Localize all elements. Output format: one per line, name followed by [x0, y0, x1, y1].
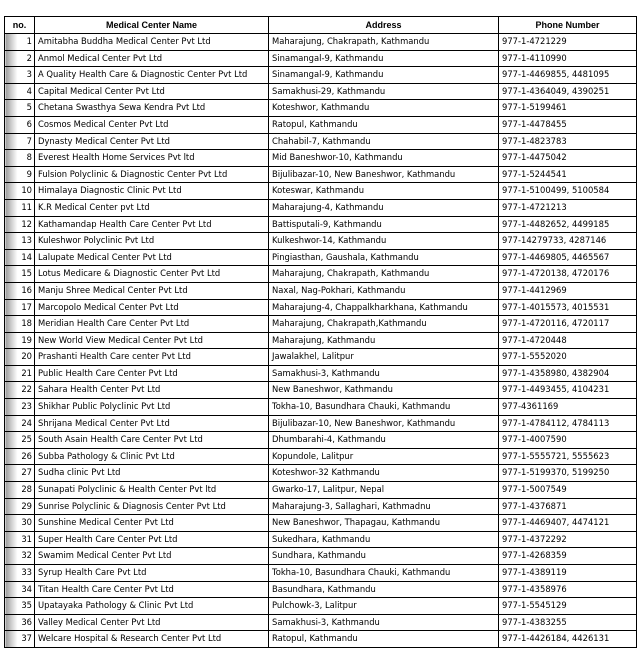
row-number: 7: [5, 133, 35, 150]
table-row: [5, 581, 637, 598]
phone-number: 977-1-4469805, 4465567: [499, 249, 637, 266]
medical-center-name: Sunrise Polyclinic & Diagnosis Center Pvt Ltd: [35, 498, 269, 515]
address-cell: Kulkeshwor-14, Kathmandu: [269, 233, 499, 250]
phone-number: 977-1-4015573, 4015531: [499, 299, 637, 316]
phone-number: 977-1-4372292: [499, 531, 637, 548]
phone-number: 977-1-4493455, 4104231: [499, 382, 637, 399]
table-row: [5, 448, 637, 465]
medical-center-name: Himalaya Diagnostic Clinic Pvt Ltd: [35, 183, 269, 200]
header-address: Address: [269, 17, 499, 34]
table-row: [5, 631, 637, 648]
table-row: [5, 565, 637, 582]
table-row: [5, 349, 637, 366]
phone-number: 977-1-4478455: [499, 116, 637, 133]
row-number: 6: [5, 116, 35, 133]
phone-number: 977-1-5007549: [499, 482, 637, 499]
header-no: no.: [5, 17, 35, 34]
phone-number: 977-1-4469855, 4481095: [499, 67, 637, 84]
table-body: [5, 34, 637, 648]
address-cell: Chahabil-7, Kathmandu: [269, 133, 499, 150]
phone-number: 977-1-4475042: [499, 150, 637, 167]
row-number: 32: [5, 548, 35, 565]
phone-number: 977-1-4110990: [499, 50, 637, 67]
phone-number: 977-14279733, 4287146: [499, 233, 637, 250]
phone-number: 977-1-4784112, 4784113: [499, 415, 637, 432]
table-row: [5, 150, 637, 167]
row-number: 28: [5, 482, 35, 499]
row-number: 5: [5, 100, 35, 117]
row-number: 34: [5, 581, 35, 598]
row-number: 11: [5, 199, 35, 216]
row-number: 20: [5, 349, 35, 366]
row-number: 4: [5, 83, 35, 100]
table-row: [5, 199, 637, 216]
address-cell: Naxal, Nag-Pokhari, Kathmandu: [269, 282, 499, 299]
address-cell: Tokha-10, Basundhara Chauki, Kathmandu: [269, 399, 499, 416]
medical-center-name: Lalupate Medical Center Pvt Ltd: [35, 249, 269, 266]
phone-number: 977-1-4426184, 4426131: [499, 631, 637, 648]
table-row: [5, 598, 637, 615]
address-cell: Maharajung, Kathmandu: [269, 332, 499, 349]
phone-number: 977-1-5100499, 5100584: [499, 183, 637, 200]
address-cell: Koteshwor-32 Kathmandu: [269, 465, 499, 482]
table-row: [5, 415, 637, 432]
row-number: 9: [5, 166, 35, 183]
medical-center-name: Valley Medical Center Pvt Ltd: [35, 614, 269, 631]
row-number: 16: [5, 282, 35, 299]
row-number: 15: [5, 266, 35, 283]
row-number: 29: [5, 498, 35, 515]
address-cell: Gwarko-17, Lalitpur, Nepal: [269, 482, 499, 499]
table-row: [5, 34, 637, 51]
medical-center-name: Titan Health Care Center Pvt Ltd: [35, 581, 269, 598]
row-number: 25: [5, 432, 35, 449]
table-row: [5, 216, 637, 233]
medical-center-name: Prashanti Health Care center Pvt Ltd: [35, 349, 269, 366]
table-row: [5, 548, 637, 565]
table-row: [5, 332, 637, 349]
address-cell: Sinamangal-9, Kathmandu: [269, 50, 499, 67]
medical-center-name: Sahara Health Center Pvt Ltd: [35, 382, 269, 399]
row-number: 31: [5, 531, 35, 548]
address-cell: Bijulibazar-10, New Baneshwor, Kathmandu: [269, 166, 499, 183]
table-row: [5, 266, 637, 283]
phone-number: 977-1-4720116, 4720117: [499, 316, 637, 333]
row-number: 3: [5, 67, 35, 84]
row-number: 12: [5, 216, 35, 233]
address-cell: New Baneshwor, Thapagau, Kathmandu: [269, 515, 499, 532]
row-number: 27: [5, 465, 35, 482]
phone-number: 977-1-4358980, 4382904: [499, 365, 637, 382]
medical-center-name: Manju Shree Medical Center Pvt Ltd: [35, 282, 269, 299]
medical-center-name: Kathamandap Health Care Center Pvt Ltd: [35, 216, 269, 233]
address-cell: Maharajung-4, Chappalkharkhana, Kathmandu: [269, 299, 499, 316]
address-cell: Maharajung-3, Sallaghari, Kathmadnu: [269, 498, 499, 515]
address-cell: Samakhusi-3, Kathmandu: [269, 614, 499, 631]
medical-center-name: Marcopolo Medical Center Pvt Ltd: [35, 299, 269, 316]
medical-center-name: Sunshine Medical Center Pvt Ltd: [35, 515, 269, 532]
medical-center-name: Upatayaka Pathology & Clinic Pvt Ltd: [35, 598, 269, 615]
phone-number: 977-1-4383255: [499, 614, 637, 631]
table-row: [5, 133, 637, 150]
phone-number: 977-1-4721213: [499, 199, 637, 216]
row-number: 22: [5, 382, 35, 399]
phone-number: 977-1-4469407, 4474121: [499, 515, 637, 532]
address-cell: Bijulibazar-10, New Baneshwor, Kathmandu: [269, 415, 499, 432]
phone-number: 977-1-5545129: [499, 598, 637, 615]
table-row: [5, 465, 637, 482]
table-row: [5, 67, 637, 84]
row-number: 21: [5, 365, 35, 382]
phone-number: 977-1-5244541: [499, 166, 637, 183]
medical-center-name: Meridian Health Care Center Pvt Ltd: [35, 316, 269, 333]
medical-center-name: New World View Medical Center Pvt Ltd: [35, 332, 269, 349]
phone-number: 977-1-5555721, 5555623: [499, 448, 637, 465]
header-name: Medical Center Name: [35, 17, 269, 34]
address-cell: Kopundole, Lalitpur: [269, 448, 499, 465]
phone-number: 977-1-4007590: [499, 432, 637, 449]
table-row: [5, 249, 637, 266]
address-cell: Pingiasthan, Gaushala, Kathmandu: [269, 249, 499, 266]
row-number: 17: [5, 299, 35, 316]
medical-center-name: A Quality Health Care & Diagnostic Center Pvt Ltd: [35, 67, 269, 84]
table-row: [5, 365, 637, 382]
medical-center-name: Chetana Swasthya Sewa Kendra Pvt Ltd: [35, 100, 269, 117]
table-row: [5, 299, 637, 316]
medical-center-name: Kuleshwor Polyclinic Pvt Ltd: [35, 233, 269, 250]
row-number: 18: [5, 316, 35, 333]
table-header: [5, 17, 637, 34]
table-row: [5, 382, 637, 399]
header-phone: Phone Number: [499, 17, 637, 34]
address-cell: Ratopul, Kathmandu: [269, 116, 499, 133]
row-number: 33: [5, 565, 35, 582]
table-row: [5, 515, 637, 532]
address-cell: New Baneshwor, Kathmandu: [269, 382, 499, 399]
table-row: [5, 233, 637, 250]
address-cell: Koteshwor, Kathmandu: [269, 100, 499, 117]
address-cell: Sundhara, Kathmandu: [269, 548, 499, 565]
medical-center-name: Dynasty Medical Center Pvt Ltd: [35, 133, 269, 150]
medical-center-name: K.R Medical Center pvt Ltd: [35, 199, 269, 216]
table-row: [5, 531, 637, 548]
table-row: [5, 316, 637, 333]
phone-number: 977-1-4358976: [499, 581, 637, 598]
medical-center-name: Lotus Medicare & Diagnostic Center Pvt Ltd: [35, 266, 269, 283]
medical-center-name: Cosmos Medical Center Pvt Ltd: [35, 116, 269, 133]
table-row: [5, 432, 637, 449]
address-cell: Sinamangal-9, Kathmandu: [269, 67, 499, 84]
table-row: [5, 166, 637, 183]
row-number: 8: [5, 150, 35, 167]
row-number: 24: [5, 415, 35, 432]
medical-center-name: Public Health Care Center Pvt Ltd: [35, 365, 269, 382]
row-number: 37: [5, 631, 35, 648]
phone-number: 977-1-4376871: [499, 498, 637, 515]
medical-center-name: Fulsion Polyclinic & Diagnostic Center Pvt Ltd: [35, 166, 269, 183]
phone-number: 977-1-4389119: [499, 565, 637, 582]
table-row: [5, 282, 637, 299]
medical-center-name: South Asain Health Care Center Pvt Ltd: [35, 432, 269, 449]
table-row: [5, 50, 637, 67]
address-cell: Maharajung, Chakrapath, Kathmandu: [269, 34, 499, 51]
medical-center-name: Syrup Health Care Pvt Ltd: [35, 565, 269, 582]
phone-number: 977-4361169: [499, 399, 637, 416]
medical-center-name: Shrijana Medical Center Pvt Ltd: [35, 415, 269, 432]
table-row: [5, 83, 637, 100]
address-cell: Mid Baneshwor-10, Kathmandu: [269, 150, 499, 167]
address-cell: Tokha-10, Basundhara Chauki, Kathmandu: [269, 565, 499, 582]
medical-center-name: Swamim Medical Center Pvt Ltd: [35, 548, 269, 565]
address-cell: Koteswar, Kathmandu: [269, 183, 499, 200]
medical-center-name: Welcare Hospital & Research Center Pvt Ltd: [35, 631, 269, 648]
phone-number: 977-1-4268359: [499, 548, 637, 565]
phone-number: 977-1-4364049, 4390251: [499, 83, 637, 100]
medical-center-name: Sunapati Polyclinic & Health Center Pvt ltd: [35, 482, 269, 499]
table-row: [5, 116, 637, 133]
row-number: 10: [5, 183, 35, 200]
row-number: 19: [5, 332, 35, 349]
row-number: 1: [5, 34, 35, 51]
row-number: 36: [5, 614, 35, 631]
medical-center-table: [4, 16, 637, 648]
medical-center-name: Shikhar Public Polyclinic Pvt Ltd: [35, 399, 269, 416]
medical-center-name: Anmol Medical Center Pvt Ltd: [35, 50, 269, 67]
address-cell: Jawalakhel, Lalitpur: [269, 349, 499, 366]
medical-center-name: Capital Medical Center Pvt Ltd: [35, 83, 269, 100]
medical-center-name: Subba Pathology & Clinic Pvt Ltd: [35, 448, 269, 465]
address-cell: Samakhusi-3, Kathmandu: [269, 365, 499, 382]
address-cell: Dhumbarahi-4, Kathmandu: [269, 432, 499, 449]
table-row: [5, 100, 637, 117]
table-row: [5, 614, 637, 631]
address-cell: Battisputali-9, Kathmandu: [269, 216, 499, 233]
table-row: [5, 399, 637, 416]
row-number: 23: [5, 399, 35, 416]
row-number: 35: [5, 598, 35, 615]
phone-number: 977-1-5199461: [499, 100, 637, 117]
address-cell: Pulchowk-3, Lalitpur: [269, 598, 499, 615]
address-cell: Ratopul, Kathmandu: [269, 631, 499, 648]
phone-number: 977-1-4720138, 4720176: [499, 266, 637, 283]
address-cell: Basundhara, Kathmandu: [269, 581, 499, 598]
address-cell: Maharajung, Chakrapath,Kathmandu: [269, 316, 499, 333]
row-number: 30: [5, 515, 35, 532]
phone-number: 977-1-4412969: [499, 282, 637, 299]
phone-number: 977-1-4721229: [499, 34, 637, 51]
row-number: 26: [5, 448, 35, 465]
row-number: 2: [5, 50, 35, 67]
table-row: [5, 482, 637, 499]
table-row: [5, 183, 637, 200]
phone-number: 977-1-4720448: [499, 332, 637, 349]
address-cell: Samakhusi-29, Kathmandu: [269, 83, 499, 100]
medical-center-name: Amitabha Buddha Medical Center Pvt Ltd: [35, 34, 269, 51]
header-row: [5, 17, 637, 34]
phone-number: 977-1-5552020: [499, 349, 637, 366]
medical-center-name: Super Health Care Center Pvt Ltd: [35, 531, 269, 548]
row-number: 14: [5, 249, 35, 266]
medical-center-name: Everest Health Home Services Pvt ltd: [35, 150, 269, 167]
table-row: [5, 498, 637, 515]
phone-number: 977-1-5199370, 5199250: [499, 465, 637, 482]
address-cell: Maharajung-4, Kathmandu: [269, 199, 499, 216]
row-number: 13: [5, 233, 35, 250]
address-cell: Maharajung, Chakrapath, Kathmandu: [269, 266, 499, 283]
phone-number: 977-1-4482652, 4499185: [499, 216, 637, 233]
address-cell: Sukedhara, Kathmandu: [269, 531, 499, 548]
medical-center-name: Sudha clinic Pvt Ltd: [35, 465, 269, 482]
phone-number: 977-1-4823783: [499, 133, 637, 150]
